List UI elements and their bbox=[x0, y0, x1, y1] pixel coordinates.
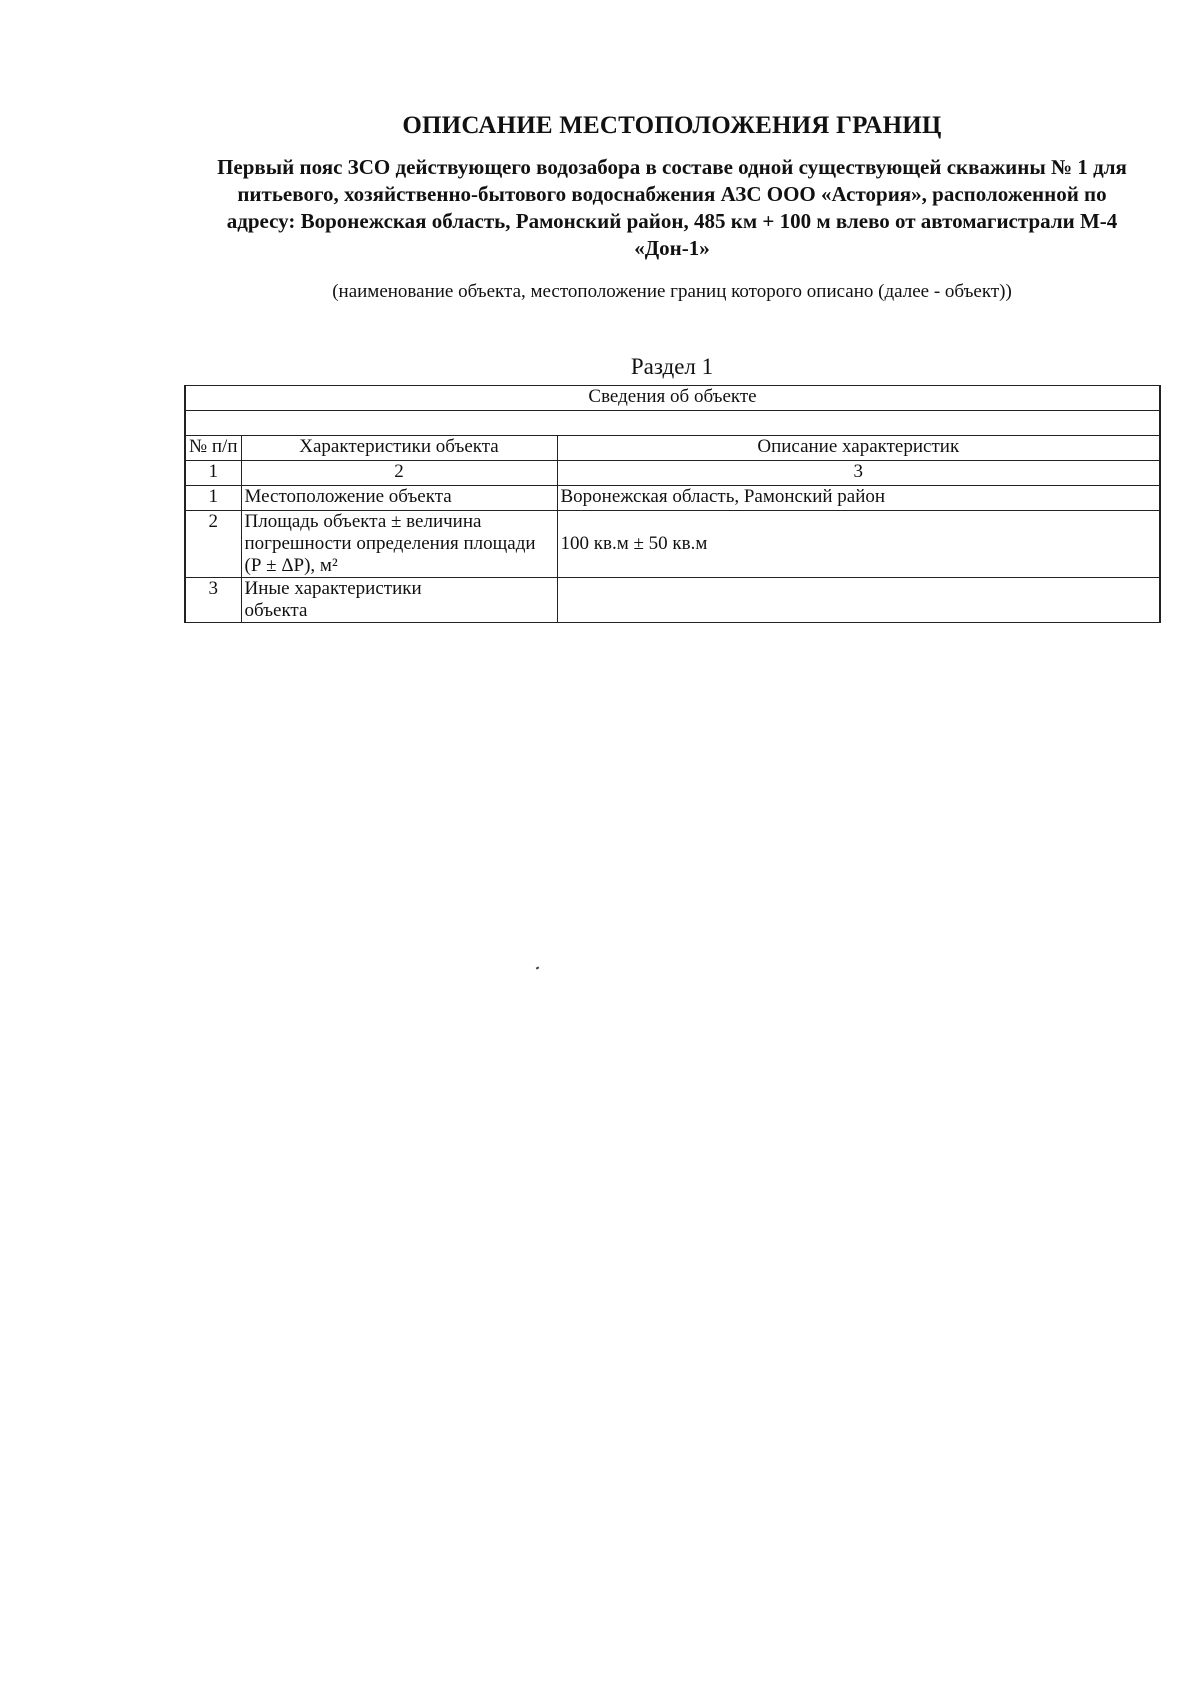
object-caption: (наименование объекта, местоположение границ которого описано (далее - объект)) bbox=[332, 281, 1012, 302]
column-number: 2 bbox=[241, 461, 557, 486]
table-row bbox=[185, 486, 1160, 511]
table-row bbox=[185, 511, 1160, 578]
table-heading-row bbox=[185, 386, 1160, 411]
column-header-description: Описание характеристик bbox=[557, 436, 1160, 461]
row-number: 3 bbox=[185, 578, 241, 623]
table-heading: Сведения об объекте bbox=[185, 386, 1160, 411]
table-empty-row bbox=[185, 411, 1160, 436]
subtitle-line: адресу: Воронежская область, Рамонский район, 485 км + 100 м влево от автомагистрали М-4 bbox=[226, 209, 1118, 233]
table-empty-cell bbox=[185, 411, 1160, 436]
row-description: 100 кв.м ± 50 кв.м bbox=[557, 511, 1160, 578]
characteristic-line: Иные характеристики bbox=[244, 578, 422, 599]
document-title: ОПИСАНИЕ МЕСТОПОЛОЖЕНИЯ ГРАНИЦ bbox=[402, 112, 942, 139]
scan-speck bbox=[536, 966, 540, 969]
column-number: 1 bbox=[185, 461, 241, 486]
row-description bbox=[557, 578, 1160, 623]
table-row bbox=[185, 578, 1160, 623]
row-characteristic bbox=[241, 511, 557, 578]
subtitle-line: Первый пояс ЗСО действующего водозабора в составе одной существующей скважины № 1 для bbox=[217, 155, 1127, 179]
subtitle-line: питьевого, хозяйственно-бытового водоснабжения АЗС ООО «Астория», расположенной по bbox=[237, 182, 1107, 206]
characteristic-line: Площадь объекта ± величина bbox=[244, 511, 482, 532]
row-number: 2 bbox=[185, 511, 241, 578]
section-title: Раздел 1 bbox=[630, 354, 714, 379]
row-characteristic bbox=[241, 578, 557, 623]
row-number: 1 bbox=[185, 486, 241, 511]
column-number: 3 bbox=[557, 461, 1160, 486]
characteristic-line: (Р ± ΔР), м² bbox=[244, 555, 338, 576]
row-characteristic: Местоположение объекта bbox=[241, 486, 557, 511]
column-header-characteristic: Характеристики объекта bbox=[241, 436, 557, 461]
characteristic-line: погрешности определения площади bbox=[244, 533, 536, 554]
subtitle-line: «Дон-1» bbox=[634, 236, 710, 260]
document-subtitle bbox=[186, 154, 1158, 262]
table-header-row bbox=[185, 436, 1160, 461]
column-header-number: № п/п bbox=[185, 436, 241, 461]
object-info-table bbox=[184, 385, 1161, 623]
row-description: Воронежская область, Рамонский район bbox=[557, 486, 1160, 511]
characteristic-line: объекта bbox=[244, 600, 308, 621]
table-column-numbers-row bbox=[185, 461, 1160, 486]
